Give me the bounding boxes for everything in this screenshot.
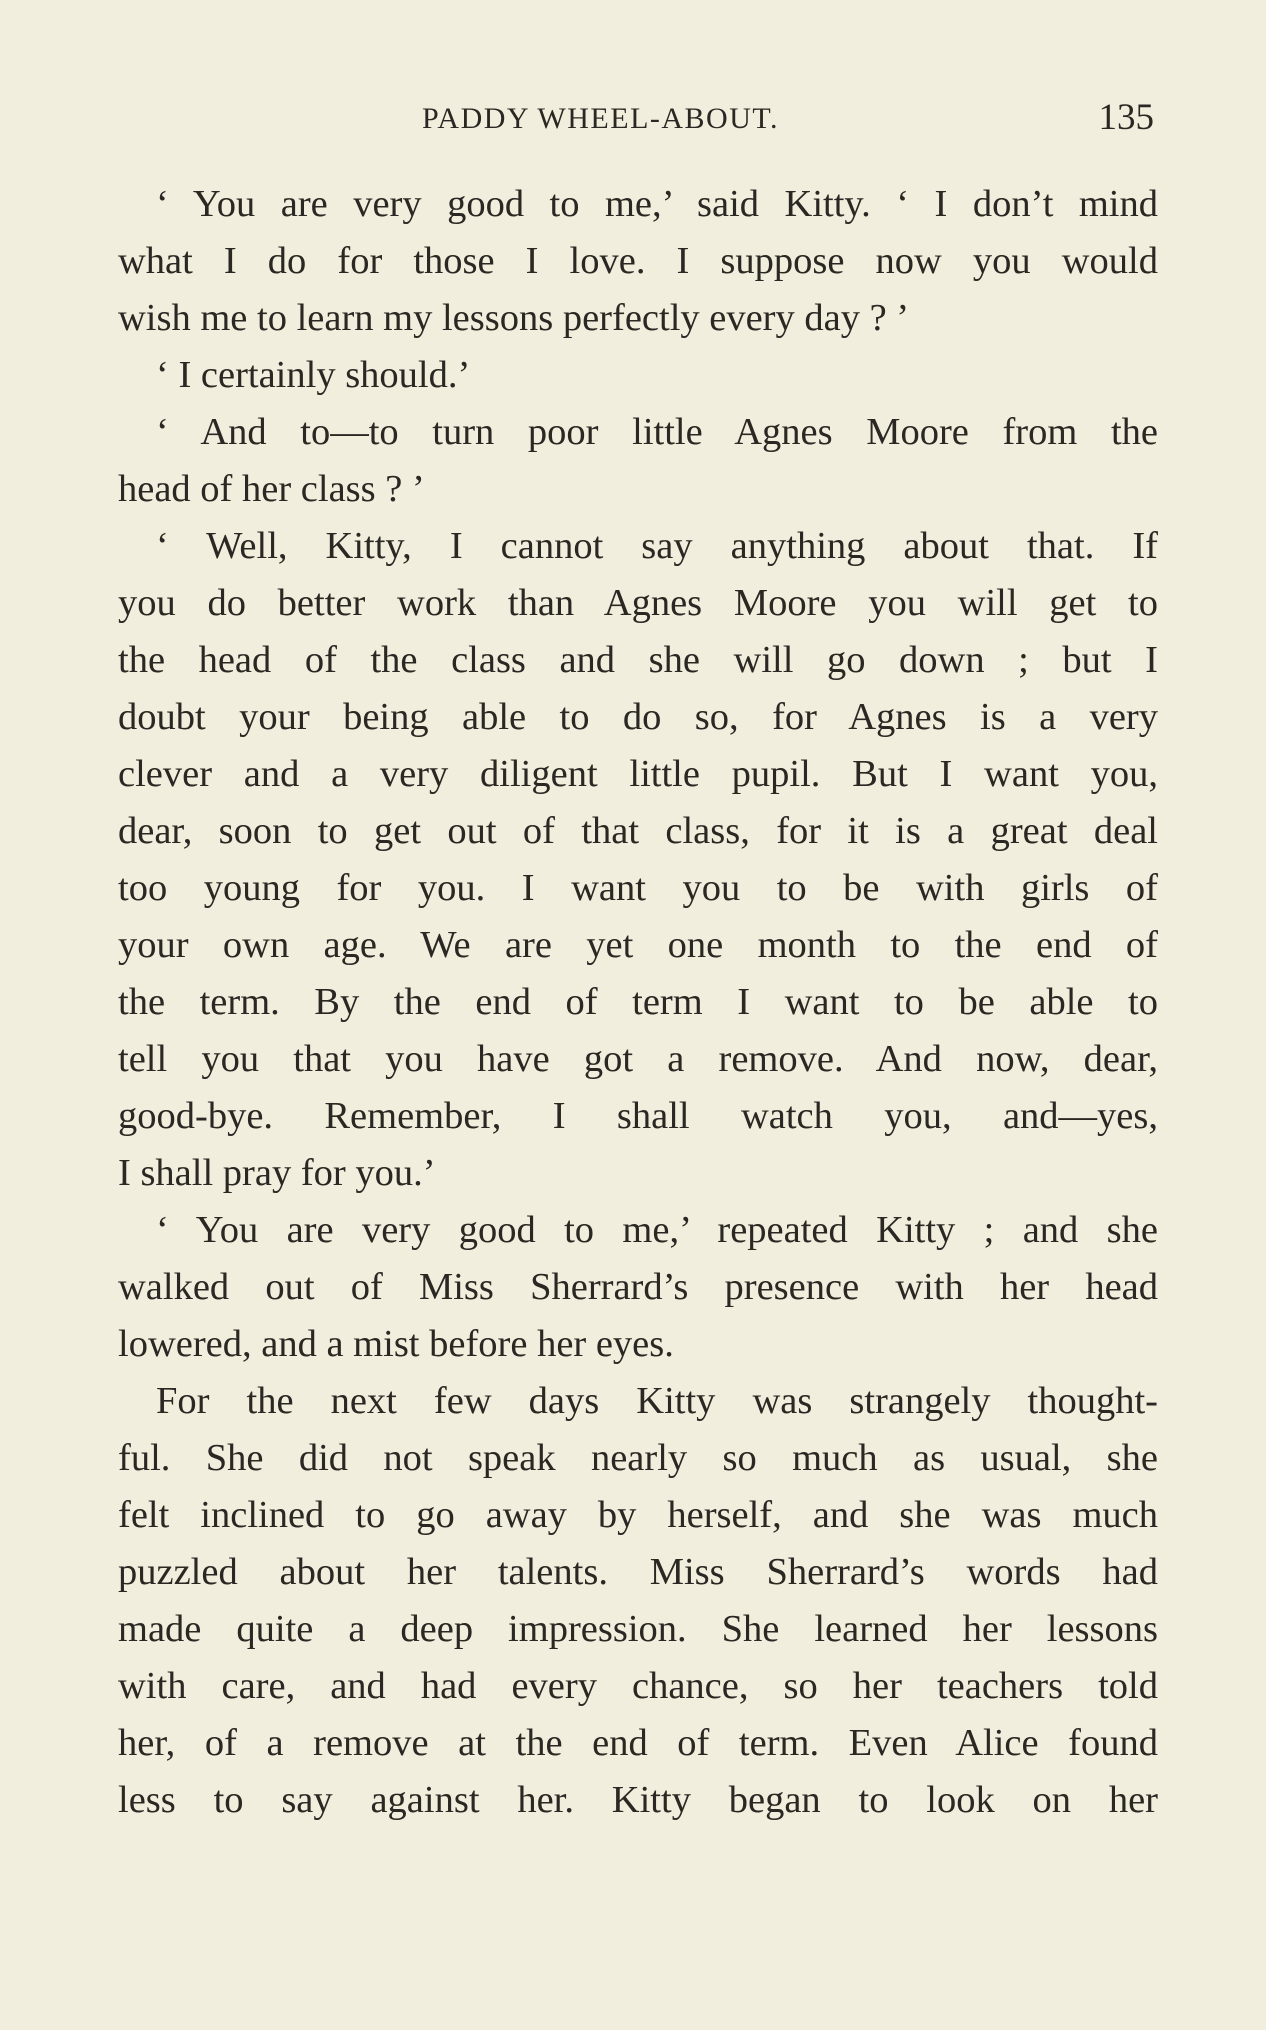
text-line: doubt your being able to do so, for Agnes is a very <box>118 696 1158 738</box>
text-line: less to say against her. Kitty began to look on her <box>118 1779 1158 1821</box>
text-line: good-bye. Remember, I shall watch you, and—yes, <box>118 1095 1158 1137</box>
text-line: your own age. We are yet one month to the end of <box>118 924 1158 966</box>
text-line: wish me to learn my lessons perfectly every day ? ’ <box>118 297 910 339</box>
text-line: clever and a very diligent little pupil. But I want you, <box>118 753 1158 795</box>
text-line: ‘ And to—to turn poor little Agnes Moore from the <box>156 411 1158 453</box>
text-line: you do better work than Agnes Moore you will get to <box>118 582 1158 624</box>
text-line: walked out of Miss Sherrard’s presence with her head <box>118 1266 1158 1308</box>
text-line: what I do for those I love. I suppose now you would <box>118 240 1158 282</box>
text-line: head of her class ? ’ <box>118 468 425 510</box>
text-line: For the next few days Kitty was strangely thought- <box>156 1380 1158 1422</box>
text-line: ful. She did not speak nearly so much as usual, she <box>118 1437 1158 1479</box>
text-line: her, of a remove at the end of term. Even Alice found <box>118 1722 1158 1764</box>
text-line: too young for you. I want you to be with girls of <box>118 867 1158 909</box>
text-line: dear, soon to get out of that class, for it is a great deal <box>118 810 1158 852</box>
text-line: tell you that you have got a remove. And now, dear, <box>118 1038 1158 1080</box>
text-line: the term. By the end of term I want to be able to <box>118 981 1158 1023</box>
text-line: puzzled about her talents. Miss Sherrard’s words had <box>118 1551 1158 1593</box>
page-header <box>116 96 1154 146</box>
text-line: ‘ You are very good to me,’ said Kitty. ‘ I don’t mind <box>156 183 1158 225</box>
text-line: ‘ You are very good to me,’ repeated Kitty ; and she <box>156 1209 1158 1251</box>
text-line: made quite a deep impression. She learned her lessons <box>118 1608 1158 1650</box>
text-line: I shall pray for you.’ <box>118 1152 436 1194</box>
text-line: the head of the class and she will go down ; but I <box>118 639 1158 681</box>
running-head: PADDY WHEEL-ABOUT. <box>422 102 779 135</box>
text-line: lowered, and a mist before her eyes. <box>118 1323 674 1365</box>
page-number: 135 <box>1098 97 1154 138</box>
body-text <box>118 176 1158 1829</box>
text-line: felt inclined to go away by herself, and she was much <box>118 1494 1158 1536</box>
text-line: ‘ Well, Kitty, I cannot say anything about that. If <box>156 525 1158 567</box>
text-line: with care, and had every chance, so her teachers told <box>118 1665 1158 1707</box>
text-line: ‘ I certainly should.’ <box>156 354 471 396</box>
